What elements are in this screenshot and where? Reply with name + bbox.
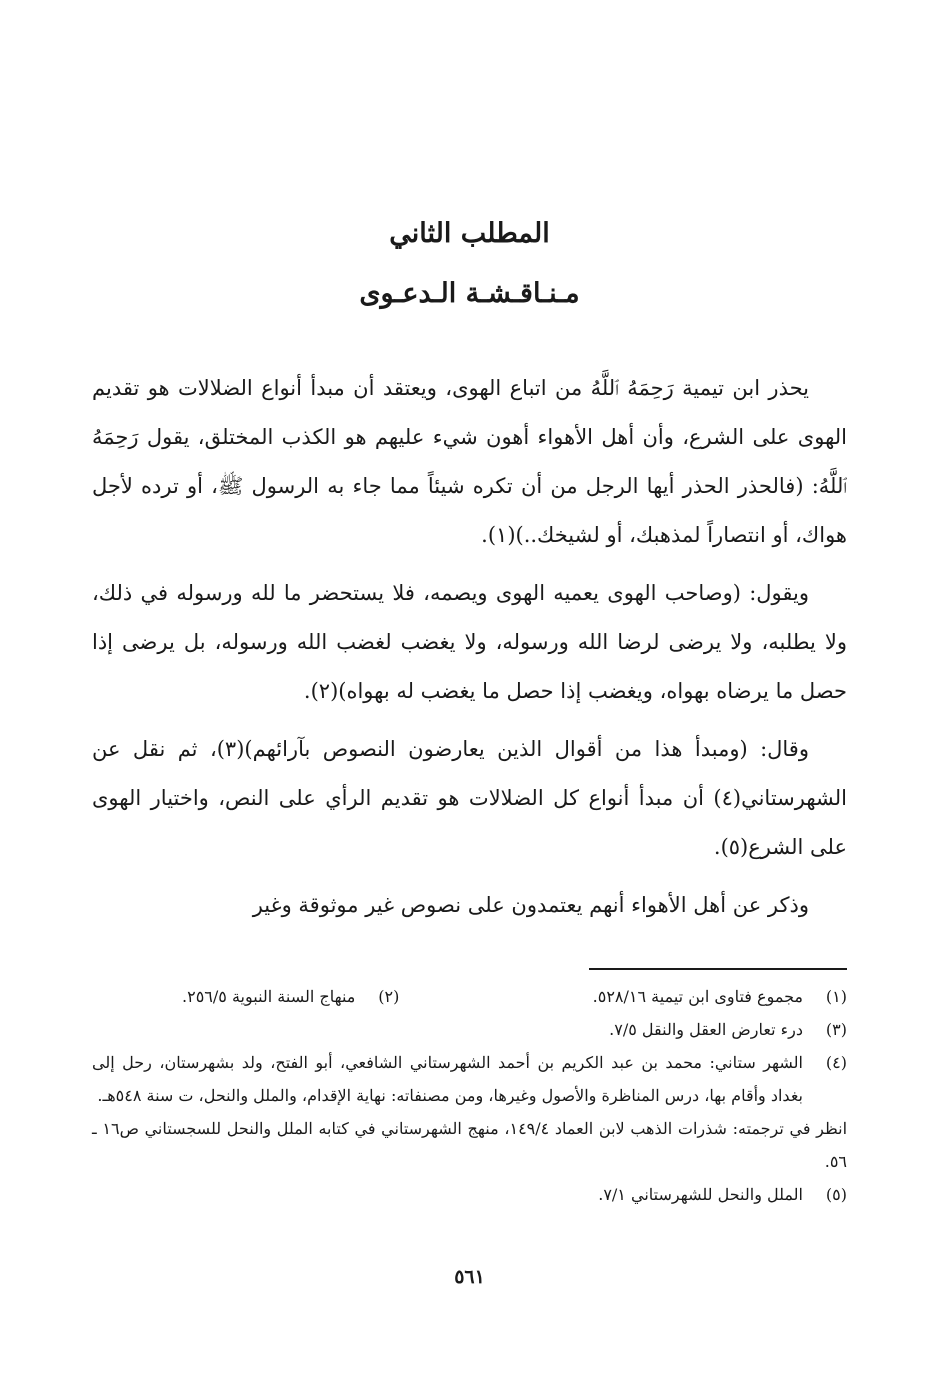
- footnote-2: [182, 980, 399, 1013]
- page-number: ٥٦١: [454, 1266, 485, 1288]
- footnote-text: مجموع فتاوى ابن تيمية ٥٢٨/١٦.: [592, 987, 803, 1006]
- footnote-row-1-2: [92, 980, 847, 1013]
- footnote-text: الملل والنحل للشهرستاني ٧/١.: [598, 1185, 803, 1204]
- paragraph-4: وذكر عن أهل الأهواء أنهم يعتمدون على نصوص غير موثوقة وغير: [252, 893, 809, 917]
- body-text: [92, 364, 847, 939]
- footnotes: [92, 980, 847, 1211]
- footnote-text: منهاج السنة النبوية ٢٥٦/٥.: [182, 987, 356, 1006]
- document-page: [92, 0, 847, 1387]
- footnote-1: [593, 980, 847, 1013]
- paragraph-1: يحذر ابن تيمية رَحِمَهُ ٱللَّهُ من اتباع الهوى، ويعتقد أن مبدأ أنواع الضلالات هو تقديم الهوى على الشرع، وأن أهل الأهواء أهون شيء عليهم هو الكذب المختلق، يقول رَحِمَهُ ٱللَّهُ: (فالحذر الحذر أيها الرجل من أن تكره شيئاً مما جاء به الرسول ﷺ، أو ترده لأجل هواك، أو انتصاراً لمذهبك، أو لشيخك..)(١).: [92, 376, 847, 547]
- footnote-number: (١): [825, 987, 847, 1006]
- chapter-title: المطلب الثاني: [389, 218, 550, 249]
- footnote-number: (٢): [378, 987, 400, 1006]
- section-title: مـنـاقـشـة الـدعـوى: [359, 278, 580, 309]
- footnote-text: درء تعارض العقل والنقل ٧/٥.: [609, 1020, 803, 1039]
- footnote-5: [92, 1178, 847, 1211]
- footnote-4-continuation: انظر في ترجمته: شذرات الذهب لابن العماد ١٤٩/٤، منهج الشهرستاني في كتابه الملل والنحل للسجستاني ص١٦ ـ ٥٦.: [92, 1119, 848, 1171]
- footnote-number: (٣): [825, 1020, 847, 1039]
- footnote-text: الشهر ستاني: محمد بن عبد الكريم بن أحمد الشهرستاني الشافعي، أبو الفتح، ولد بشهرستان، رحل إلى بغداد وأقام بها، درس المناظرة والأصول وغيرها، ومن مصنفاته: نهاية الإقدام، والملل والنحل، ت سنة ٥٤٨هـ.: [92, 1053, 803, 1105]
- paragraph-2: ويقول: (وصاحب الهوى يعميه الهوى ويصمه، فلا يستحضر ما لله ورسوله في ذلك، ولا يطلبه، ولا يرضى لرضا الله ورسوله، ولا يغضب لغضب الله ورسوله، بل يرضى إذا حصل ما يرضاه بهواه، ويغضب إذا حصل ما يغضب له بهواه)(٢).: [92, 581, 847, 703]
- footnote-3: [92, 1013, 847, 1046]
- footnote-4: [92, 1046, 847, 1112]
- paragraph-3: وقال: (ومبدأ هذا من أقوال الذين يعارضون النصوص بآرائهم)(٣)، ثم نقل عن الشهرستاني(٤) أن مبدأ أنواع كل الضلالات هو تقديم الرأي على النص، واختيار الهوى على الشرع(٥).: [92, 737, 847, 859]
- footnote-number: (٤): [825, 1053, 847, 1072]
- footnote-number: (٥): [825, 1185, 847, 1204]
- footnote-divider: [589, 968, 847, 970]
